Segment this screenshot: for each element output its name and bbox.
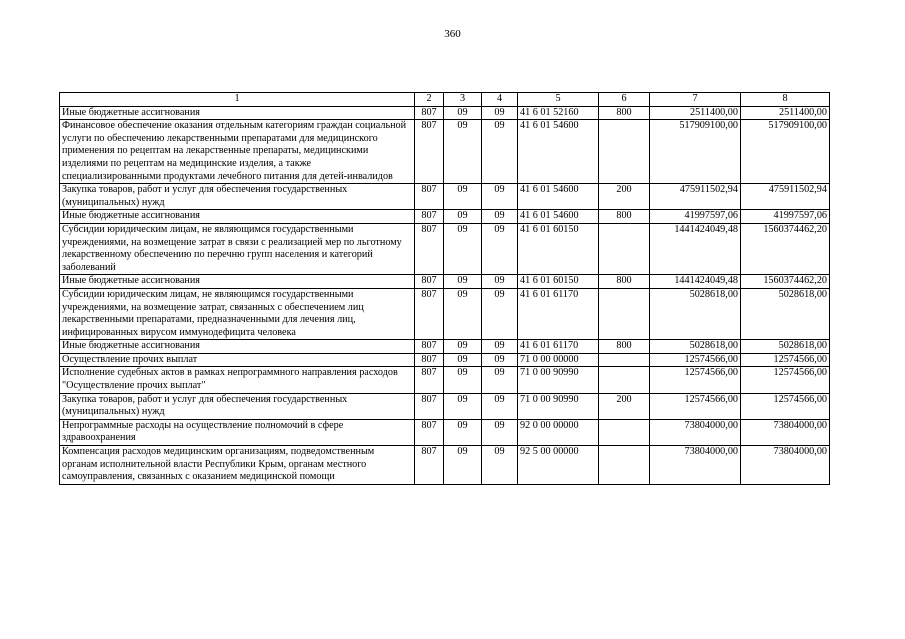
sum2-cell: 41997597,06 <box>741 210 830 224</box>
table-row <box>60 223 830 274</box>
sum2-cell: 12574566,00 <box>741 353 830 367</box>
rz-cell: 09 <box>444 353 482 367</box>
gr-cell: 807 <box>415 393 444 419</box>
sum2-cell: 475911502,94 <box>741 184 830 210</box>
gr-cell: 807 <box>415 120 444 184</box>
sum2-cell: 2511400,00 <box>741 106 830 120</box>
sum1-cell: 517909100,00 <box>650 120 741 184</box>
vr-cell <box>599 223 650 274</box>
sum1-cell: 1441424049,48 <box>650 275 741 289</box>
cs-cell: 41 6 01 54600 <box>518 210 599 224</box>
name-cell: Осуществление прочих выплат <box>60 353 415 367</box>
pr-cell: 09 <box>482 393 518 419</box>
sum2-cell: 5028618,00 <box>741 288 830 339</box>
sum1-cell: 73804000,00 <box>650 419 741 445</box>
name-cell: Иные бюджетные ассигнования <box>60 106 415 120</box>
sum1-cell: 12574566,00 <box>650 353 741 367</box>
gr-cell: 807 <box>415 210 444 224</box>
table-row <box>60 210 830 224</box>
sum2-cell: 12574566,00 <box>741 393 830 419</box>
vr-cell: 800 <box>599 106 650 120</box>
rz-cell: 09 <box>444 340 482 354</box>
pr-cell: 09 <box>482 288 518 339</box>
sum2-cell: 73804000,00 <box>741 419 830 445</box>
table-row <box>60 419 830 445</box>
cs-cell: 41 6 01 61170 <box>518 288 599 339</box>
cs-cell: 92 5 00 00000 <box>518 446 599 485</box>
sum1-cell: 12574566,00 <box>650 367 741 393</box>
name-cell: Закупка товаров, работ и услуг для обеспечения государственных (муниципальных) нужд <box>60 184 415 210</box>
gr-cell: 807 <box>415 106 444 120</box>
pr-cell: 09 <box>482 340 518 354</box>
rz-cell: 09 <box>444 210 482 224</box>
vr-cell <box>599 419 650 445</box>
cs-cell: 71 0 00 90990 <box>518 367 599 393</box>
pr-cell: 09 <box>482 367 518 393</box>
vr-cell <box>599 353 650 367</box>
sum2-cell: 73804000,00 <box>741 446 830 485</box>
rz-cell: 09 <box>444 419 482 445</box>
pr-cell: 09 <box>482 120 518 184</box>
gr-cell: 807 <box>415 353 444 367</box>
rz-cell: 09 <box>444 288 482 339</box>
cs-cell: 41 6 01 60150 <box>518 275 599 289</box>
budget-table <box>59 92 830 485</box>
vr-cell: 800 <box>599 340 650 354</box>
vr-cell <box>599 120 650 184</box>
name-cell: Закупка товаров, работ и услуг для обеспечения государственных (муниципальных) нужд <box>60 393 415 419</box>
sum2-cell: 1560374462,20 <box>741 223 830 274</box>
pr-cell: 09 <box>482 184 518 210</box>
table-row <box>60 353 830 367</box>
table-row <box>60 120 830 184</box>
sum1-cell: 475911502,94 <box>650 184 741 210</box>
column-number-1: 1 <box>60 93 415 107</box>
vr-cell: 800 <box>599 275 650 289</box>
gr-cell: 807 <box>415 340 444 354</box>
column-number-2: 2 <box>415 93 444 107</box>
name-cell: Непрограммные расходы на осуществление полномочий в сфере здравоохранения <box>60 419 415 445</box>
cs-cell: 71 0 00 00000 <box>518 353 599 367</box>
table-header-row <box>60 93 830 107</box>
pr-cell: 09 <box>482 223 518 274</box>
sum2-cell: 12574566,00 <box>741 367 830 393</box>
name-cell: Иные бюджетные ассигнования <box>60 275 415 289</box>
cs-cell: 92 0 00 00000 <box>518 419 599 445</box>
gr-cell: 807 <box>415 367 444 393</box>
vr-cell: 200 <box>599 184 650 210</box>
table-row <box>60 340 830 354</box>
vr-cell <box>599 446 650 485</box>
sum2-cell: 517909100,00 <box>741 120 830 184</box>
gr-cell: 807 <box>415 419 444 445</box>
pr-cell: 09 <box>482 210 518 224</box>
table-row <box>60 288 830 339</box>
sum2-cell: 5028618,00 <box>741 340 830 354</box>
rz-cell: 09 <box>444 275 482 289</box>
sum1-cell: 5028618,00 <box>650 340 741 354</box>
name-cell: Иные бюджетные ассигнования <box>60 210 415 224</box>
cs-cell: 41 6 01 60150 <box>518 223 599 274</box>
rz-cell: 09 <box>444 446 482 485</box>
column-number-7: 7 <box>650 93 741 107</box>
rz-cell: 09 <box>444 223 482 274</box>
cs-cell: 41 6 01 54600 <box>518 184 599 210</box>
cs-cell: 71 0 00 90990 <box>518 393 599 419</box>
rz-cell: 09 <box>444 184 482 210</box>
gr-cell: 807 <box>415 184 444 210</box>
gr-cell: 807 <box>415 223 444 274</box>
gr-cell: 807 <box>415 446 444 485</box>
page-number: 360 <box>444 28 461 40</box>
table-row <box>60 367 830 393</box>
vr-cell <box>599 367 650 393</box>
cs-cell: 41 6 01 52160 <box>518 106 599 120</box>
table-row <box>60 446 830 485</box>
column-number-8: 8 <box>741 93 830 107</box>
name-cell: Компенсация расходов медицинским организациям, подведомственным органам исполнительной власти Республики Крым, органам местного самоуправления, связанных с оказанием медицинской помощи <box>60 446 415 485</box>
vr-cell: 800 <box>599 210 650 224</box>
rz-cell: 09 <box>444 120 482 184</box>
column-number-3: 3 <box>444 93 482 107</box>
column-number-6: 6 <box>599 93 650 107</box>
pr-cell: 09 <box>482 275 518 289</box>
table-row <box>60 184 830 210</box>
name-cell: Субсидии юридическим лицам, не являющимся государственными учреждениями, на возмещение затрат, связанных с обеспечением лиц лекарственными препаратами, предназначенными для лечения лиц, инфицированных вирусом иммунодефицита человека <box>60 288 415 339</box>
name-cell: Иные бюджетные ассигнования <box>60 340 415 354</box>
rz-cell: 09 <box>444 393 482 419</box>
cs-cell: 41 6 01 61170 <box>518 340 599 354</box>
table-row <box>60 275 830 289</box>
vr-cell: 200 <box>599 393 650 419</box>
column-number-5: 5 <box>518 93 599 107</box>
pr-cell: 09 <box>482 419 518 445</box>
rz-cell: 09 <box>444 106 482 120</box>
vr-cell <box>599 288 650 339</box>
sum1-cell: 1441424049,48 <box>650 223 741 274</box>
name-cell: Исполнение судебных актов в рамках непрограммного направления расходов "Осуществление прочих выплат" <box>60 367 415 393</box>
sum1-cell: 2511400,00 <box>650 106 741 120</box>
gr-cell: 807 <box>415 275 444 289</box>
sum2-cell: 1560374462,20 <box>741 275 830 289</box>
pr-cell: 09 <box>482 106 518 120</box>
gr-cell: 807 <box>415 288 444 339</box>
sum1-cell: 5028618,00 <box>650 288 741 339</box>
name-cell: Финансовое обеспечение оказания отдельным категориям граждан социальной услуги по обеспечению лекарственными препаратами для медицинского применения по рецептам на лекарственные препараты, медицинскими изделиями по рецептам на медицинские изделия, а также специализированными продуктами лечебного питания для детей-инвалидов <box>60 120 415 184</box>
pr-cell: 09 <box>482 353 518 367</box>
sum1-cell: 12574566,00 <box>650 393 741 419</box>
sum1-cell: 73804000,00 <box>650 446 741 485</box>
column-number-4: 4 <box>482 93 518 107</box>
name-cell: Субсидии юридическим лицам, не являющимся государственными учреждениями, на возмещение затрат в связи с реализацией мер по льготному лекарственному обеспечению по перечню групп населения и категорий заболеваний <box>60 223 415 274</box>
table-row <box>60 393 830 419</box>
sum1-cell: 41997597,06 <box>650 210 741 224</box>
pr-cell: 09 <box>482 446 518 485</box>
table-row <box>60 106 830 120</box>
cs-cell: 41 6 01 54600 <box>518 120 599 184</box>
rz-cell: 09 <box>444 367 482 393</box>
